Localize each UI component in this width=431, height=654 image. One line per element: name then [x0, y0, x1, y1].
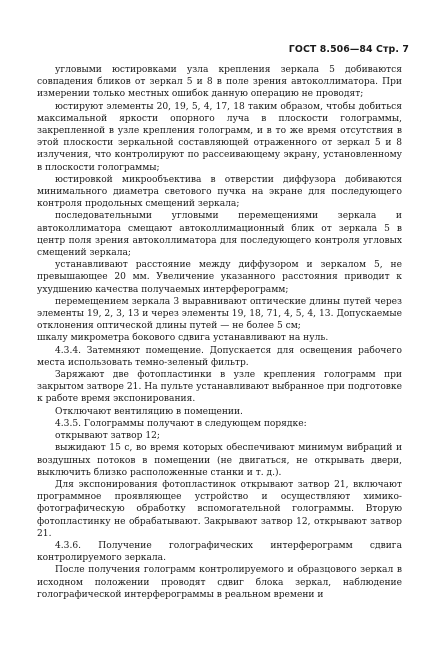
paragraph: выжидают 15 с, во время которых обеспечивают минимум вибраций и воздушных потоков в помещении (не двигаться, не открывать двери, выключить близко расположенные станки и т. д.).	[37, 443, 402, 478]
running-head: ГОСТ 8.506—84 Стр. 7	[288, 44, 409, 55]
paragraph: 4.3.6. Получение голографических интерферограмм сдвига контролируемого зеркала.	[37, 540, 402, 564]
paragraph: юстируют элементы 20, 19, 5, 4, 17, 18 таким образом, чтобы добиться максимальной яркости опорного луча в плоскости голограммы, закрепленной в узле крепления голограмм, и в то же время отсутствия в этой плоскости зеркальной составляющей отраженного от зеркал 5 и 8 излучения, что контролируют по рассеивающему экрану, установленному в плоскости голограммы;	[37, 101, 402, 173]
paragraph: угловыми юстировками узла крепления зеркала 5 добиваются совпадения бликов от зеркал 5 и 8 в поле зрения автоколлиматора. При измерении только местных ошибок данную операцию не проводят;	[37, 65, 402, 100]
paragraph: Заряжают две фотопластинки в узле крепления голограмм при закрытом затворе 21. На пульте устанавливают выбранное при подготовке к работе время экспонирования.	[37, 370, 402, 405]
body-text	[37, 64, 402, 601]
paragraph: последовательными угловыми перемещениями зеркала и автоколлиматора смещают автоколлимационный блик от зеркала 5 в центр поля зрения автоколлиматора для последующего контроля угловых смещений зеркала;	[37, 211, 402, 259]
paragraph: открывают затвор 12;	[55, 431, 160, 442]
paragraph: устанавливают расстояние между диффузором и зеркалом 5, не превышающее 20 мм. Увеличение указанного расстояния приводит к ухудшению качества получаемых интерферограмм;	[37, 260, 402, 295]
paragraph: После получения голограмм контролируемого и образцового зеркал в исходном положении проводят сдвиг блока зеркал, наблюдение голографической интерферограммы в реальном времени и	[37, 565, 402, 600]
paragraph: Отключают вентиляцию в помещении.	[55, 406, 243, 417]
paragraph: шкалу микрометра бокового сдвига устанавливают на нуль.	[37, 333, 329, 344]
paragraph: Для экспонирования фотопластинок открывают затвор 21, включают программное проявляющее устройство и осуществляют химико-фотографическую обработку вспомогательной голограммы. Вторую фотопластинку не обрабатывают. Закрывают затвор 12, открывают затвор 21.	[37, 479, 402, 539]
paragraph: перемещением зеркала 3 выравнивают оптические длины путей через элементы 19, 2, 3, 13 и через элементы 19, 18, 71, 4, 5, 4, 13. Допускаемые отклонения оптической длины путей — не более 5 см;	[37, 296, 402, 332]
paragraph: юстировкой микрообъектива в отверстии диффузора добиваются минимального диаметра светового пучка на экране для последующего контроля продольных смещений зеркала;	[37, 174, 402, 210]
paragraph: 4.3.4. Затемняют помещение. Допускается для освещения рабочего места использовать темно-зеленый фильтр.	[37, 345, 402, 368]
paragraph: 4.3.5. Голограммы получают в следующем порядке:	[55, 418, 307, 429]
